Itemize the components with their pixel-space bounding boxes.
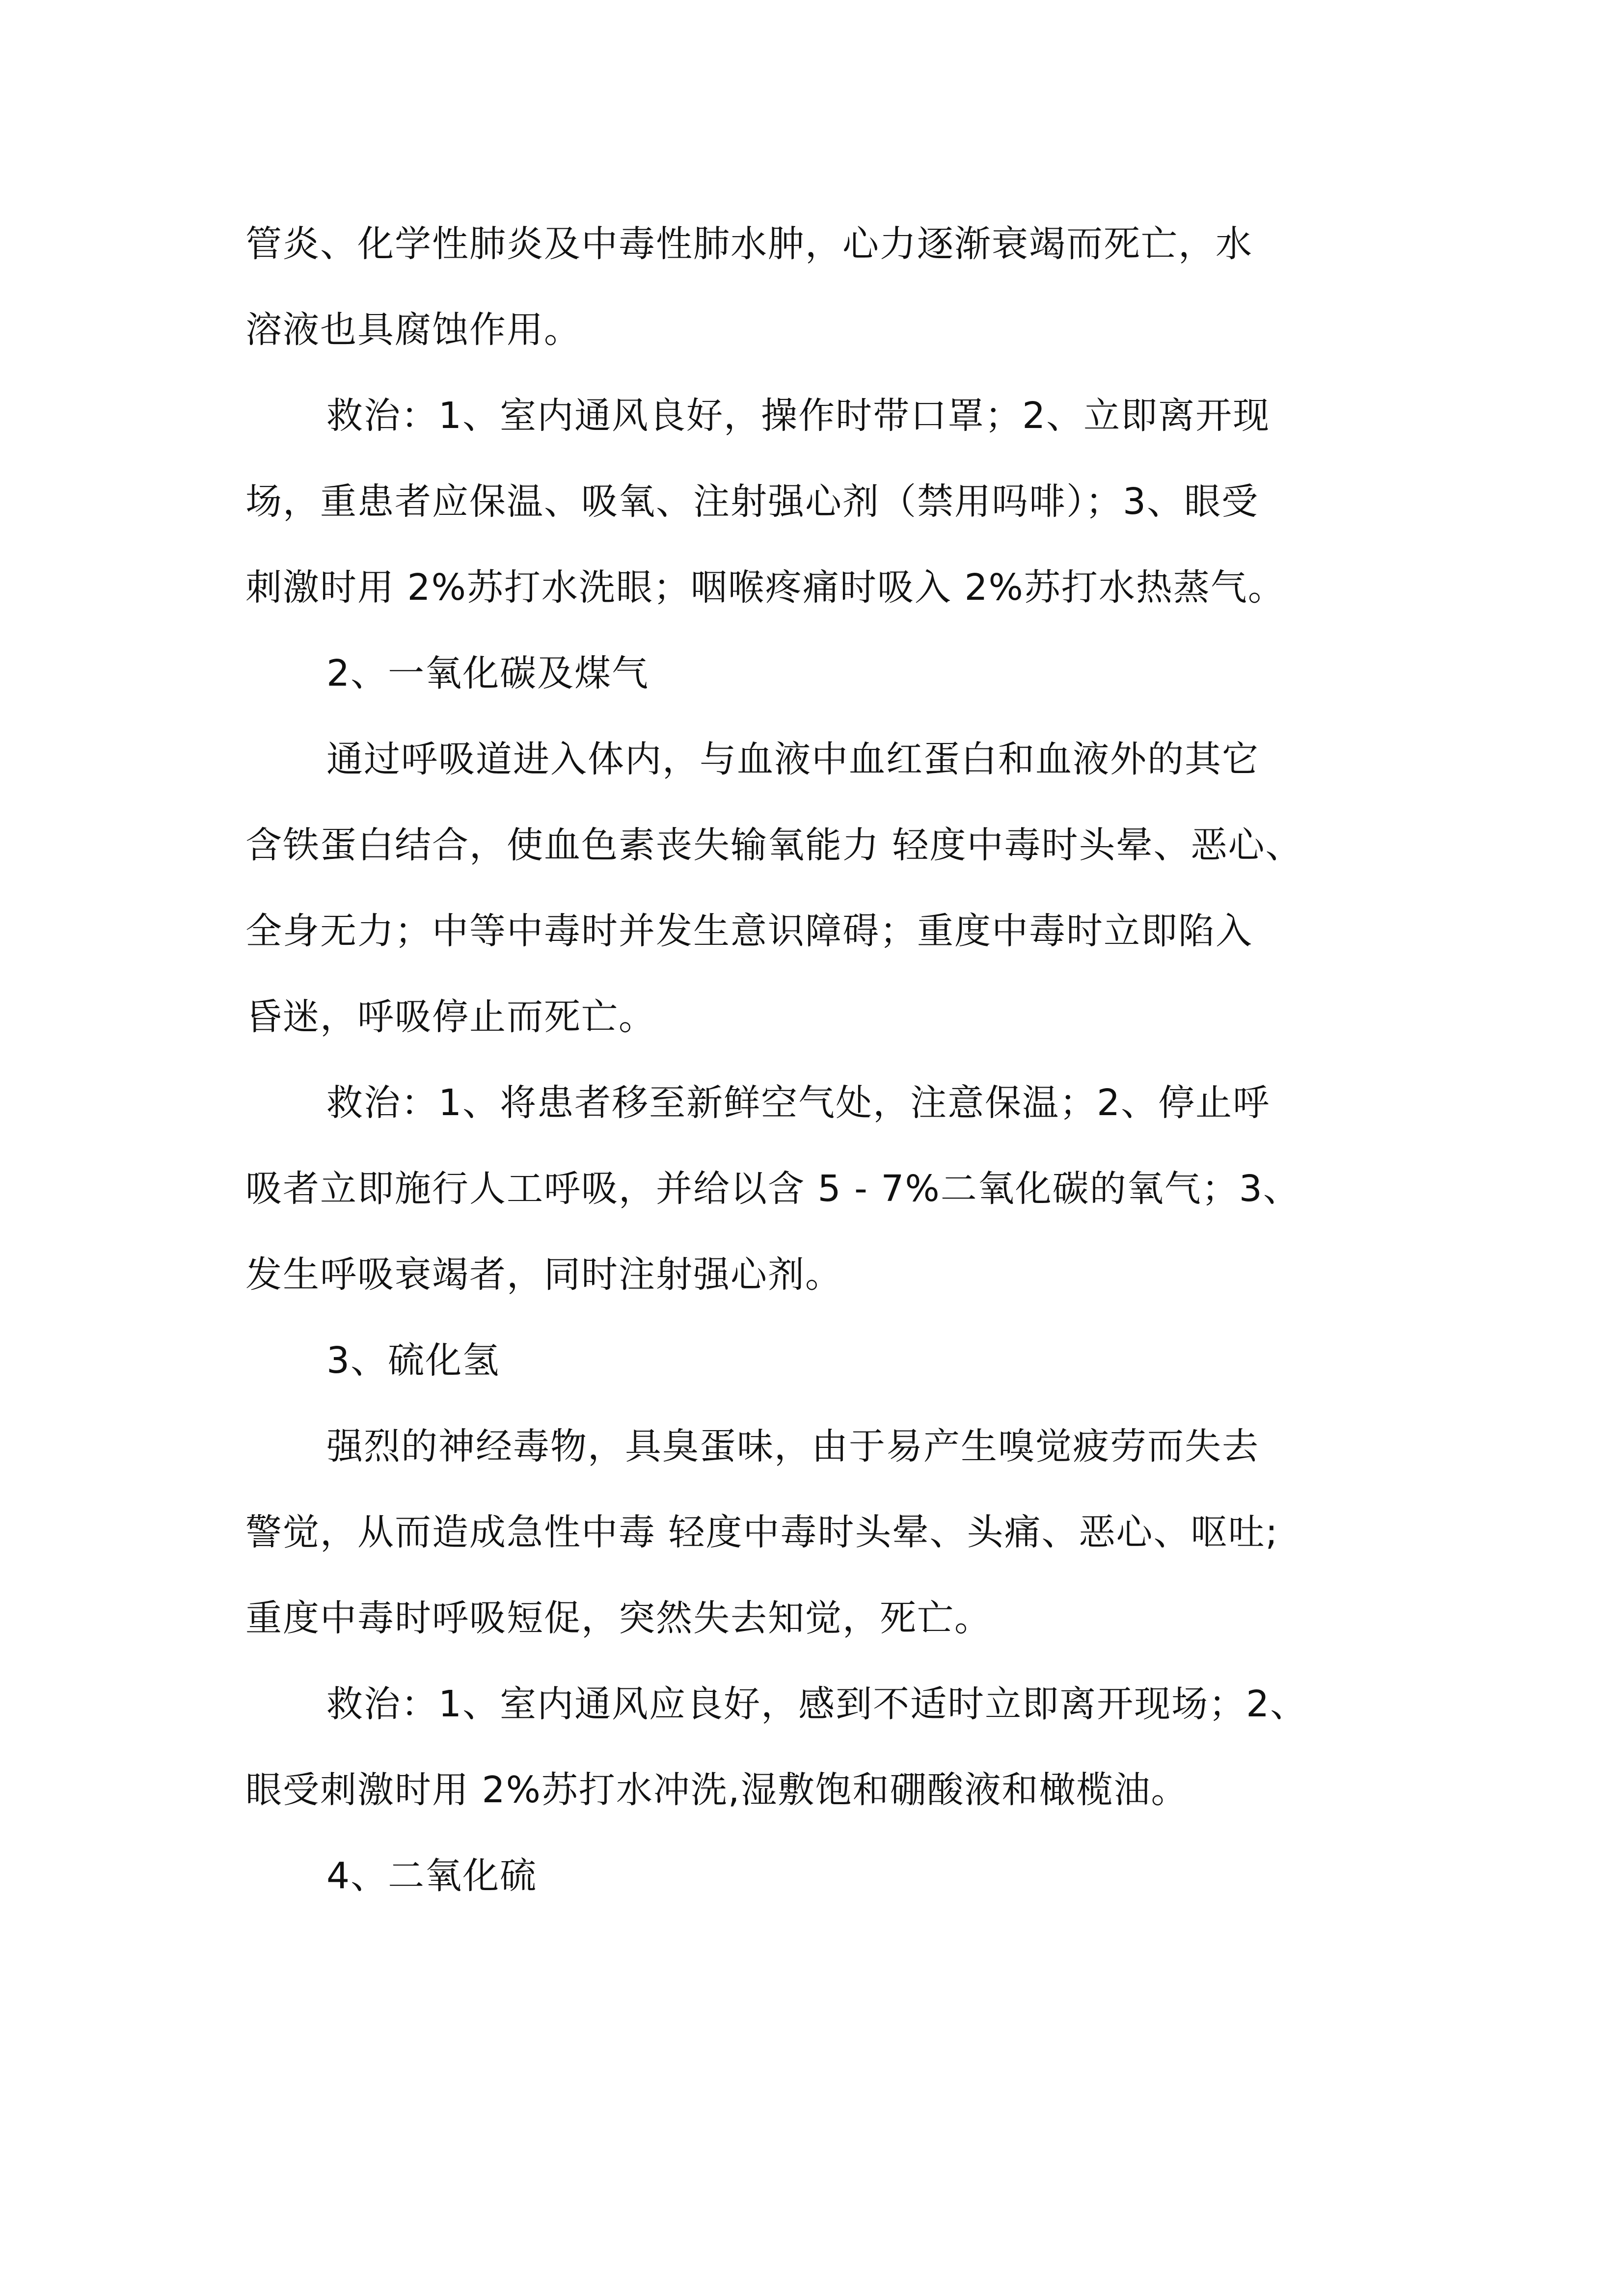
text-line: 场，重患者应保温、吸氧、注射强心剂（禁用吗啡）；3、眼受: [245, 481, 1259, 523]
text-line: 救治：1、将患者移至新鲜空气处，注意保温；2、停止呼: [326, 1082, 1271, 1124]
text-line: 吸者立即施行人工呼吸，并给以含 5 - 7%二氧化碳的氧气；3、: [245, 1168, 1300, 1210]
text-line: 救治：1、室内通风应良好，感到不适时立即离开现场；2、: [326, 1683, 1308, 1725]
section-heading: 4、二氧化硫: [326, 1855, 538, 1897]
text-line: 含铁蛋白结合，使血色素丧失输氧能力 轻度中毒时头晕、恶心、: [245, 824, 1303, 866]
text-line: 警觉，从而造成急性中毒 轻度中毒时头晕、头痛、恶心、呕吐;: [245, 1511, 1279, 1553]
text-line: 通过呼吸道进入体内，与血液中血红蛋白和血液外的其它: [326, 738, 1259, 780]
text-line: 眼受刺激时用 2%苏打水冲洗,湿敷饱和硼酸液和橄榄油。: [245, 1769, 1189, 1811]
section-heading: 2、一氧化碳及煤气: [326, 652, 650, 694]
text-line: 刺激时用 2%苏打水洗眼；咽喉疼痛时吸入 2%苏打水热蒸气。: [245, 566, 1285, 609]
text-line: 昏迷，呼吸停止而死亡。: [245, 996, 656, 1038]
text-line: 强烈的神经毒物，具臭蛋味，由于易产生嗅觉疲劳而失去: [326, 1425, 1259, 1468]
text-line: 溶液也具腐蚀作用。: [245, 309, 581, 351]
section-heading: 3、硫化氢: [326, 1339, 500, 1382]
text-line: 重度中毒时呼吸短促，突然失去知觉，死亡。: [245, 1597, 992, 1639]
text-line: 管炎、化学性肺炎及中毒性肺水肿，心力逐渐衰竭而死亡，水: [245, 223, 1253, 265]
text-line: 全身无力；中等中毒时并发生意识障碍；重度中毒时立即陷入: [245, 910, 1253, 952]
text-line: 救治：1、室内通风良好，操作时带口罩；2、立即离开现: [326, 395, 1271, 437]
text-line: 发生呼吸衰竭者，同时注射强心剂。: [245, 1254, 842, 1296]
